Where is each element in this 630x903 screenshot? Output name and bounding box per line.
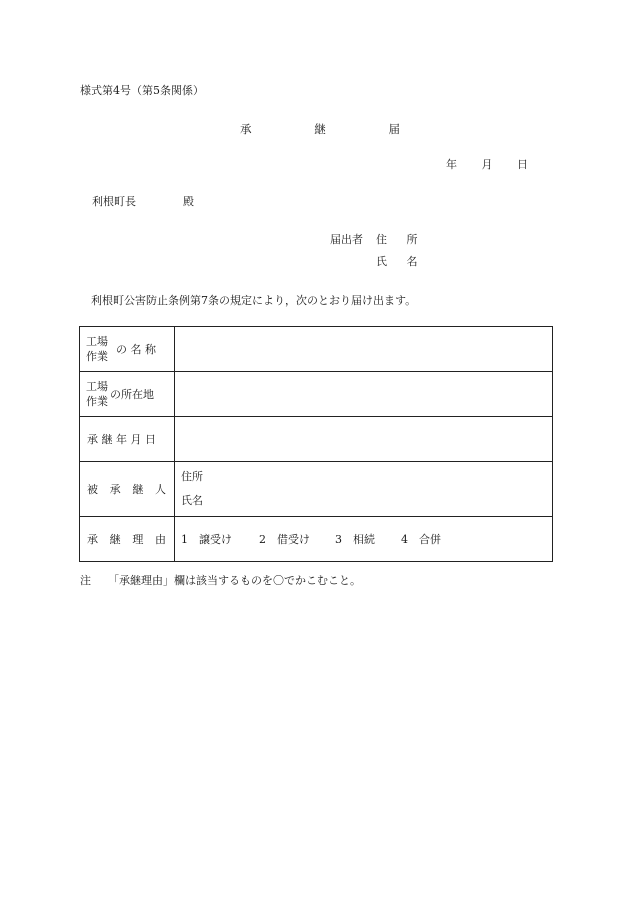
label-factory-location bbox=[80, 372, 175, 417]
label-name-suffix: の 名 称 bbox=[116, 343, 156, 356]
succession-date-label: 承 継 年 月 日 bbox=[87, 433, 156, 446]
footnote-text: 「承継理由」欄は該当するものを〇でかこむこと。 bbox=[108, 574, 361, 587]
document-title bbox=[240, 121, 400, 137]
predecessor-name-label: 氏名 bbox=[181, 494, 203, 507]
addressee-name: 利根町長 bbox=[92, 195, 136, 208]
label-predecessor bbox=[80, 462, 175, 517]
label-work: 作業 bbox=[86, 395, 108, 408]
table-row-succession-date bbox=[80, 417, 553, 462]
date-month: 月 bbox=[481, 158, 493, 171]
reason-label-char-4: 由 bbox=[154, 533, 166, 546]
factory-location-field[interactable] bbox=[175, 372, 553, 417]
label-factory-name bbox=[80, 327, 175, 372]
factory-name-field[interactable] bbox=[175, 327, 553, 372]
applicant-name-label: 氏 名 bbox=[376, 255, 426, 268]
table-row-succession-reason bbox=[80, 517, 553, 562]
succession-reason-field bbox=[175, 517, 553, 562]
predecessor-label-char-3: 継 bbox=[132, 483, 144, 496]
reason-label-char-1: 承 bbox=[87, 533, 98, 546]
footnote bbox=[80, 572, 361, 588]
predecessor-address-label: 住所 bbox=[181, 470, 203, 483]
statement-text: 利根町公害防止条例第7条の規定により，次のとおり届け出ます。 bbox=[91, 294, 417, 307]
footnote-mark: 注 bbox=[80, 574, 91, 587]
reason-option-inheritance[interactable]: 3 相続 bbox=[335, 533, 375, 546]
table-row-factory-name bbox=[80, 327, 553, 372]
table-row-factory-location bbox=[80, 372, 553, 417]
label-succession-reason bbox=[80, 517, 175, 562]
reason-label-char-2: 継 bbox=[109, 533, 121, 546]
addressee-honorific: 殿 bbox=[183, 195, 194, 208]
date-day: 日 bbox=[517, 158, 528, 171]
reason-option-lease[interactable]: 2 借受け bbox=[259, 533, 310, 546]
applicant-label: 届出者 bbox=[330, 233, 363, 246]
reason-option-merger[interactable]: 4 合併 bbox=[401, 533, 441, 546]
predecessor-label-char-4: 人 bbox=[154, 483, 166, 496]
form-number: 様式第4号（第5条関係） bbox=[80, 84, 204, 97]
title-char-1: 承 bbox=[240, 122, 252, 136]
label-factory: 工場 bbox=[86, 335, 108, 348]
title-char-2: 継 bbox=[314, 122, 326, 136]
date-year: 年 bbox=[446, 158, 457, 171]
succession-form-table bbox=[79, 326, 553, 562]
reason-option-transfer[interactable]: 1 譲受け bbox=[181, 533, 232, 546]
title-char-3: 届 bbox=[388, 122, 400, 136]
succession-date-field[interactable] bbox=[175, 417, 553, 462]
applicant-address-label: 住 所 bbox=[376, 233, 426, 246]
predecessor-label-char-2: 承 bbox=[109, 483, 121, 496]
label-location-suffix: の所在地 bbox=[110, 388, 154, 401]
table-row-predecessor bbox=[80, 462, 553, 517]
reason-label-char-3: 理 bbox=[132, 533, 144, 546]
label-succession-date bbox=[80, 417, 175, 462]
label-work: 作業 bbox=[86, 350, 108, 363]
label-factory: 工場 bbox=[86, 380, 108, 393]
date-line bbox=[446, 156, 528, 172]
predecessor-label-char-1: 被 bbox=[87, 483, 98, 496]
predecessor-field[interactable] bbox=[175, 462, 553, 517]
